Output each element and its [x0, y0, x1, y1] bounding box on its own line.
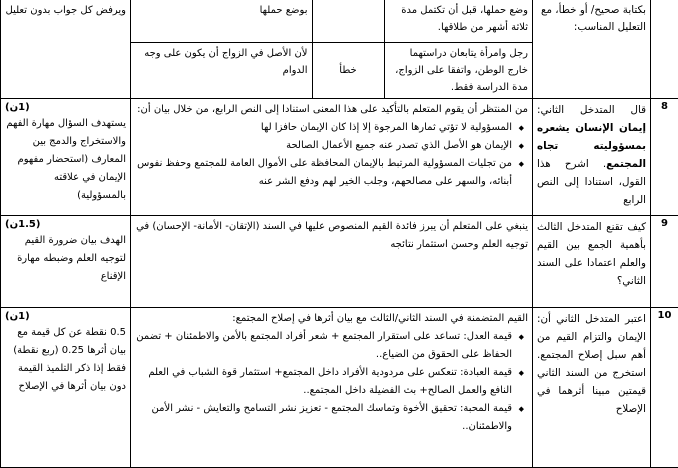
question-intro: قال المتدخل الثاني: [537, 104, 646, 116]
case-reason: لأن الأصل في الزواج أن يكون على وجه الدوام [130, 42, 312, 98]
answer-cell [131, 98, 533, 215]
answer-item: ◆ قيمة العدل: تساعد على استقرار المجتمع + شعر أفراد المجتمع بالأمن والاطمئنان + تضمن الحفاظ على الحقوق من الضياع.. [135, 328, 528, 364]
question-number: 10 [651, 307, 678, 467]
answer-intro: ينبغي على المتعلم أن يبرز فائدة القيم المنصوص عليها في السند (الإتقان- الأمانة- الإحسان) في توجيه العلم وحسن استثمار نتائجه [135, 218, 528, 254]
number-cell [651, 0, 678, 98]
criteria-text: الهدف بيان ضرورة القيم لتوجيه العلم وضبطه مهارة الإقناع [5, 232, 126, 286]
table-row-10 [1, 307, 678, 467]
table-row-9 [1, 215, 678, 307]
question-cell [533, 307, 651, 467]
criteria-cell [1, 0, 131, 98]
true-false-table [130, 0, 532, 98]
criteria-text: 0.5 نقطة عن كل قيمة مع بيان أثرها 0.25 (ربع نقطة) فقط إذا ذكر التلميذ القيمة دون بيان أثرها في الإصلاح [5, 324, 126, 396]
answer-cell [131, 0, 533, 98]
answer-item: ◆ المسؤولية لا تؤتي ثمارها المرجوة إلا إذا كان الإيمان حافزا لها [135, 119, 528, 137]
case-statement: وضع حملها، قبل أن تكتمل مدة ثلاثة أشهر من طلاقها. [384, 0, 532, 42]
case-verdict [312, 0, 384, 42]
question-number: 8 [651, 98, 678, 215]
question-text: اعتبر المتدخل الثاني أن: الإيمان والتزام القيم من أهم سبل إصلاح المجتمع. استخرج من السند الثاني قيمتين مبينا أثرهما في الإصلاح [537, 310, 646, 418]
answer-item: ◆ قيمة العبادة: تنعكس على مردودية الأفراد داخل المجتمع+ استثمار قوة الشباب في العلم النافع والعمل الصالح+ بث الفضيلة داخل المجتمع.. [135, 364, 528, 400]
case-row [130, 0, 532, 42]
table-row-top [1, 0, 678, 98]
answer-intro: من المنتظر أن يقوم المتعلم بالتأكيد على هذا المعنى استنادا إلى النص الرابع، من خلال بيان أن: [135, 101, 528, 119]
answer-text [135, 218, 528, 254]
points-badge: (1ن) [5, 101, 126, 115]
question-cell [533, 0, 651, 98]
criteria-cell [1, 215, 131, 307]
question-text: كيف تقنع المتدخل الثالث بأهمية الجمع بين القيم والعلم اعتمادا على السند الثاني؟ [537, 218, 646, 290]
answer-item: ◆ قيمة المحبة: تحقيق الأخوة وتماسك المجتمع - تعزيز نشر التسامح والتعايش - نشر الأمن والاطمئنان.. [135, 400, 528, 436]
question-cell [533, 215, 651, 307]
criteria-text: يستهدف السؤال مهارة الفهم والاستخراج والدمج بين المعارف (استحضار مفهوم الإيمان في علاقته بالمسؤولية) [5, 115, 126, 205]
answer-text [135, 310, 528, 436]
case-reason: بوضع حملها [130, 0, 312, 42]
answer-text [135, 101, 528, 191]
criteria-cell [1, 307, 131, 467]
answer-item: ◆ الإيمان هو الأصل الذي تصدر عنه جميع الأعمال الصالحة [135, 137, 528, 155]
question-text [537, 101, 646, 209]
question-cell [533, 98, 651, 215]
answer-item: ◆ من تجليات المسؤولية المرتبط بالإيمان المحافظة على الأموال العامة للمجتمع وحفظ نفوس أبنائه، والسهر على مصالحهم، وجلب الخير لهم ودفع الشر عنه [135, 155, 528, 191]
question-text: بكتابة صحيح/ أو خطأ، مع التعليل المناسب: [537, 2, 646, 36]
criteria-text: ويرفض كل جواب بدون تعليل [5, 2, 126, 20]
table-row-8 [1, 98, 678, 215]
case-statement: رجل وامرأة يتابعان دراستهما خارج الوطن، واتفقا على الزواج، مدة الدراسة فقط. [384, 42, 532, 98]
answer-cell [131, 215, 533, 307]
case-verdict: خطأ [312, 42, 384, 98]
points-badge: (1ن) [5, 310, 126, 324]
answer-intro: القيم المتضمنة في السند الثاني/الثالث مع بيان أثرها في إصلاح المجتمع: [135, 310, 528, 328]
criteria-cell [1, 98, 131, 215]
case-row [130, 42, 532, 98]
question-number: 9 [651, 215, 678, 307]
question-task: . اشرح هذا القول، استنادا إلى النص الرابع [537, 158, 646, 206]
answer-cell [131, 307, 533, 467]
question-quote: إيمان الإنسان يشعره بمسؤوليته تجاه المجتمع [537, 122, 646, 170]
points-badge: (1.5ن) [5, 218, 126, 232]
